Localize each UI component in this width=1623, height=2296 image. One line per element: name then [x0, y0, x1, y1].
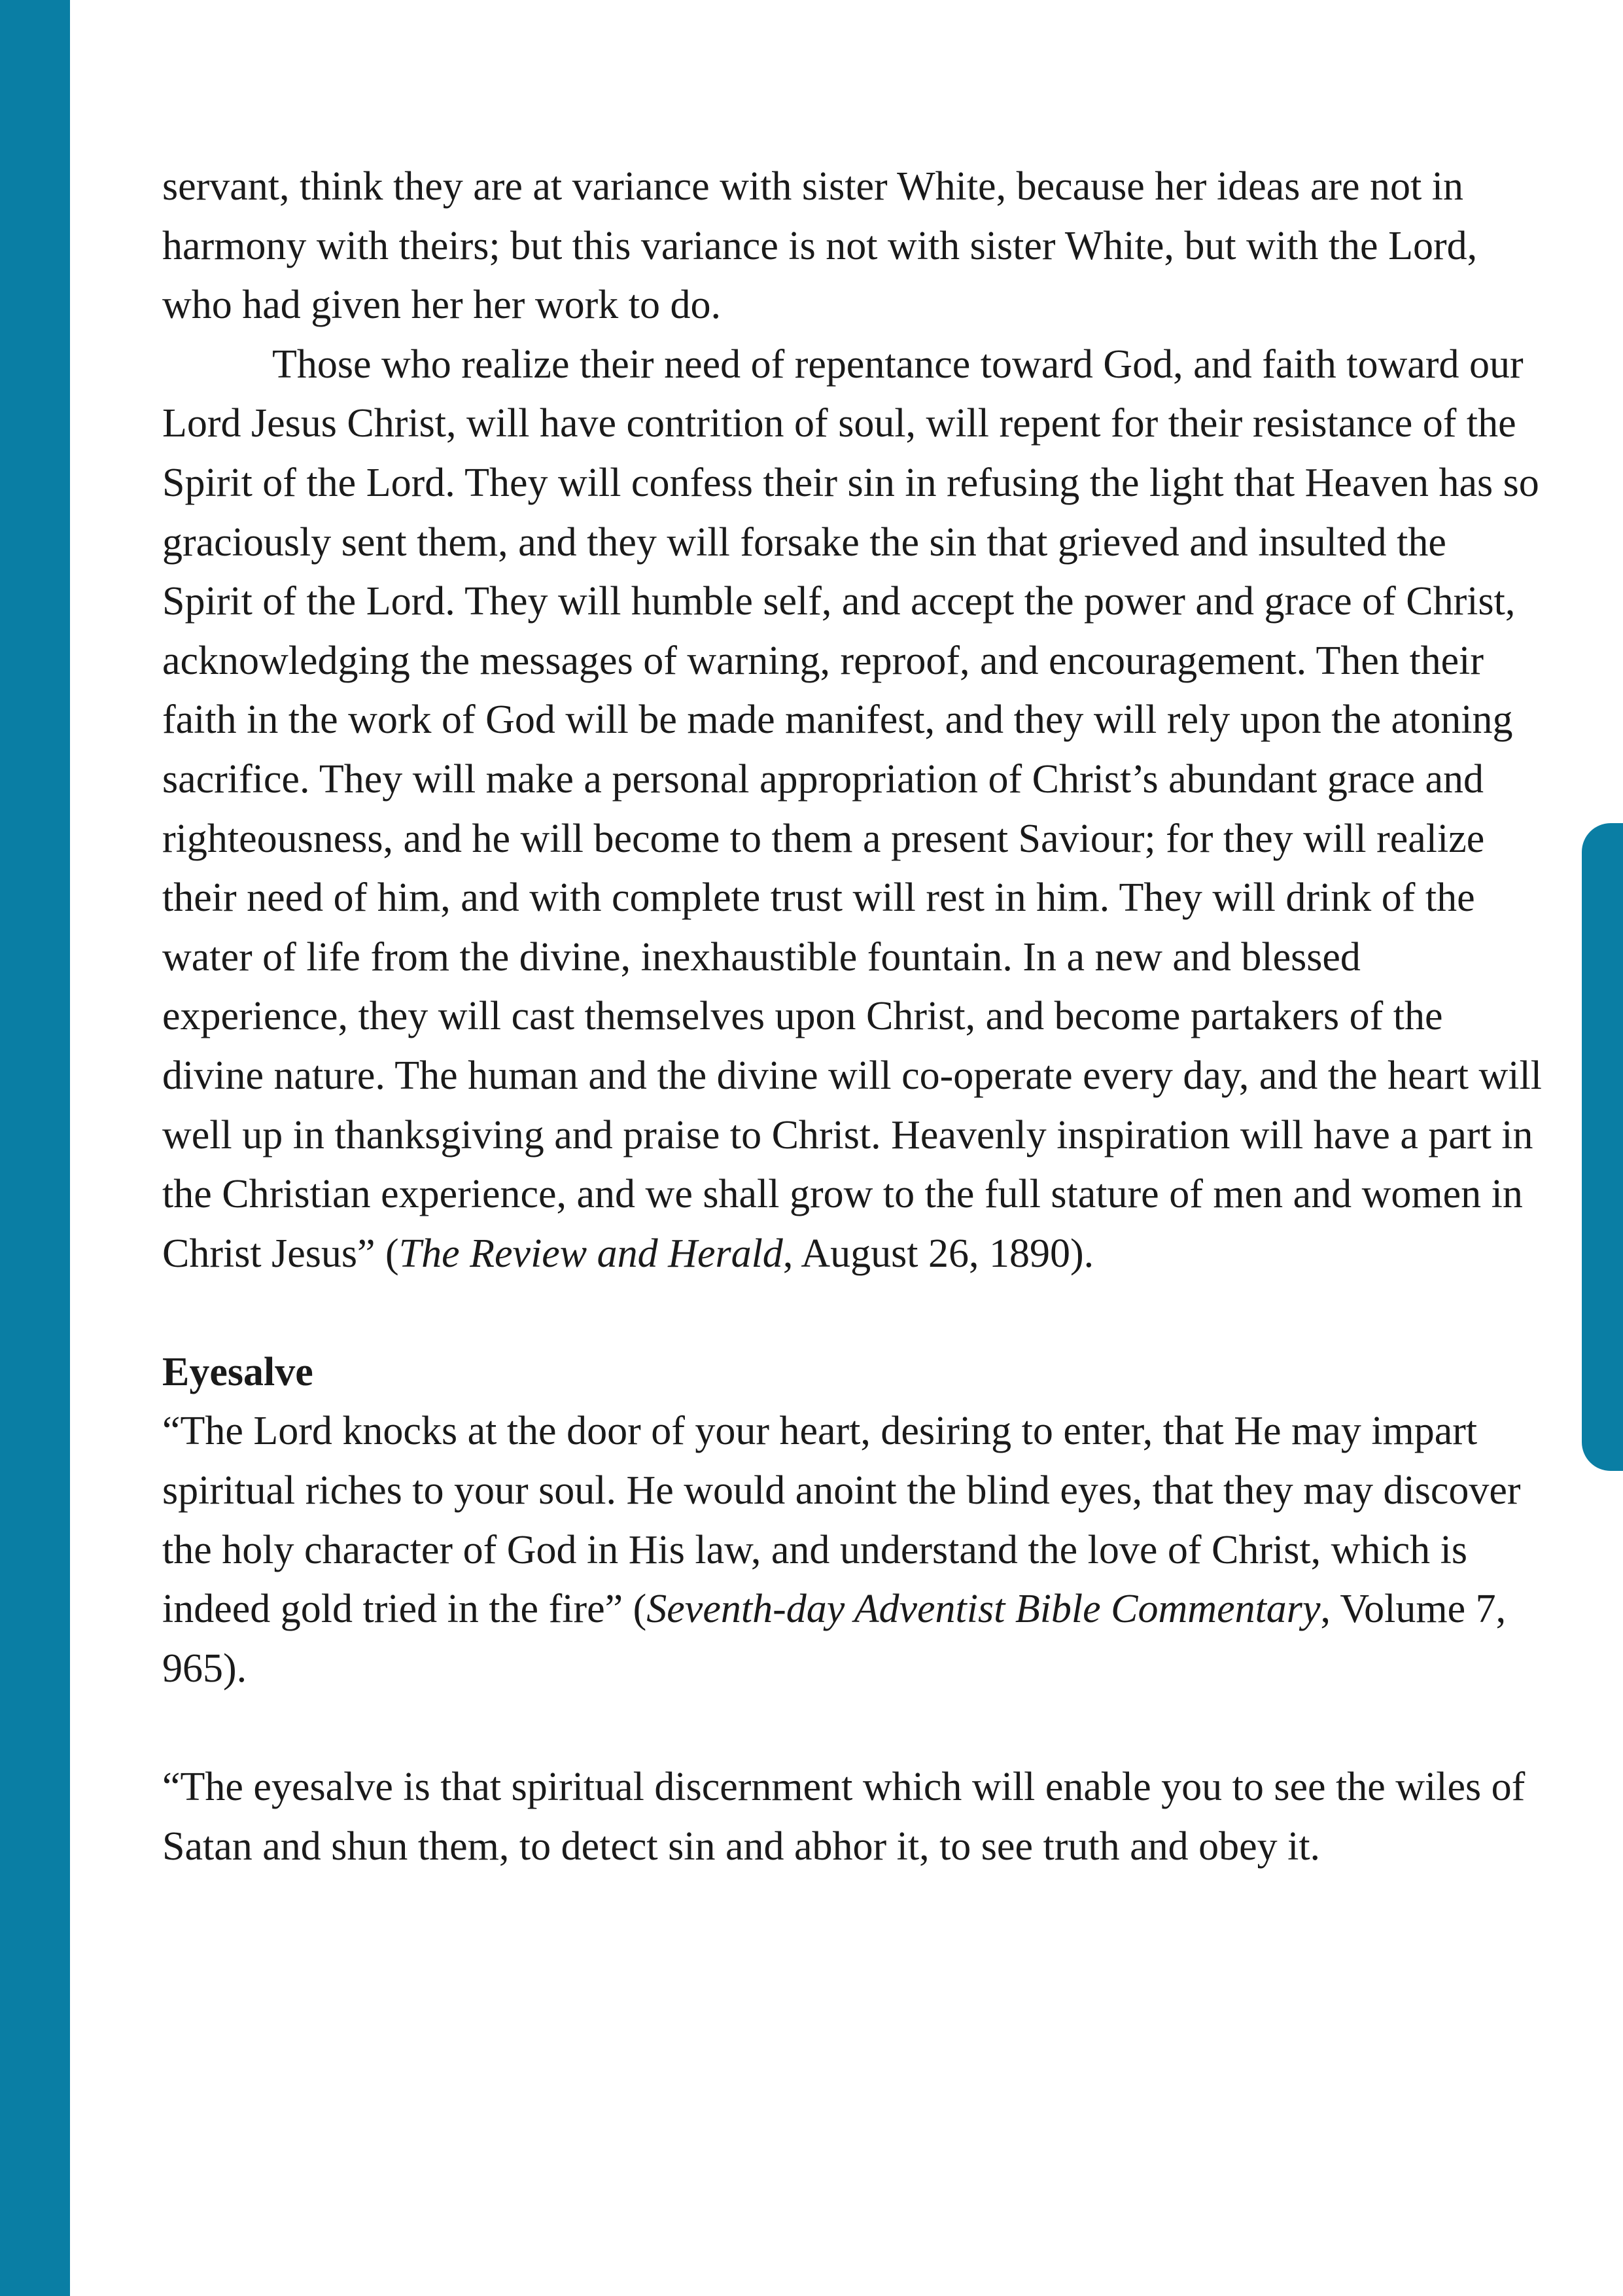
right-thumb-tab: [1582, 823, 1623, 1471]
paragraph-gap: [162, 1283, 1543, 1343]
citation-volume: , Volume 7, 965).: [162, 1587, 1507, 1691]
paragraph-eyesalve: “The eyesalve is that spiritual discernment which will enable you to see the wiles of Satan and shun them, to detect sin and abhor it, to see truth and obey it.: [162, 1765, 1526, 1869]
page-body: [162, 157, 1543, 1876]
citation-date: , August 26, 1890).: [782, 1231, 1094, 1276]
citation-source-review-herald: The Review and Herald: [398, 1231, 783, 1276]
paragraph-continued: servant, think they are at variance with sister White, because her ideas are not in harmony with theirs; but this variance is not with sister White, but with the Lord, who had given her her work to do.: [162, 164, 1478, 328]
paragraph-lord-knocks-text: “The Lord knocks at the door of your heart, desiring to enter, that He may impart spiritual riches to your soul. He would anoint the blind eyes, that they may discover the holy character of God in His law, and understand the love of Christ, which is indeed gold tried in the fire” (: [162, 1409, 1521, 1632]
section-heading: Eyesalve: [162, 1349, 313, 1394]
paragraph-repentance: [162, 335, 1543, 1284]
paragraph-repentance-text: Those who realize their need of repentance toward God, and faith toward our Lord Jesus Christ, will have contrition of soul, will repent for their resistance of the Spirit of the Lord. They will confess their sin in refusing the light that Heaven has so graciously sent them, and they will forsake the sin that grieved and insulted the Spirit of the Lord. They will humble self, and accept the power and grace of Christ, acknowledging the messages of warning, reproof, and encouragement. Then their faith in the work of God will be made manifest, and they will rely upon the atoning sacrifice. They will make a personal appropriation of Christ’s abundant grace and righteousness, and he will become to them a present Saviour; for they will realize their need of him, and with complete trust will rest in him. They will drink of the water of life from the divine, inexhaustible fountain. In a new and blessed experience, they will cast themselves upon Christ, and become partakers of the divine nature. The human and the divine will co-operate every day, and the heart will well up in thanksgiving and praise to Christ. Heavenly inspiration will have a part in the Christian experience, and we shall grow to the full stature of men and women in Christ Jesus” (: [162, 342, 1542, 1276]
left-accent-bar: [0, 0, 70, 2296]
paragraph-gap: [162, 1698, 1543, 1757]
citation-source-bible-commentary: Seventh-day Adventist Bible Commentary: [646, 1587, 1321, 1632]
paragraph-lord-knocks: [162, 1402, 1543, 1698]
